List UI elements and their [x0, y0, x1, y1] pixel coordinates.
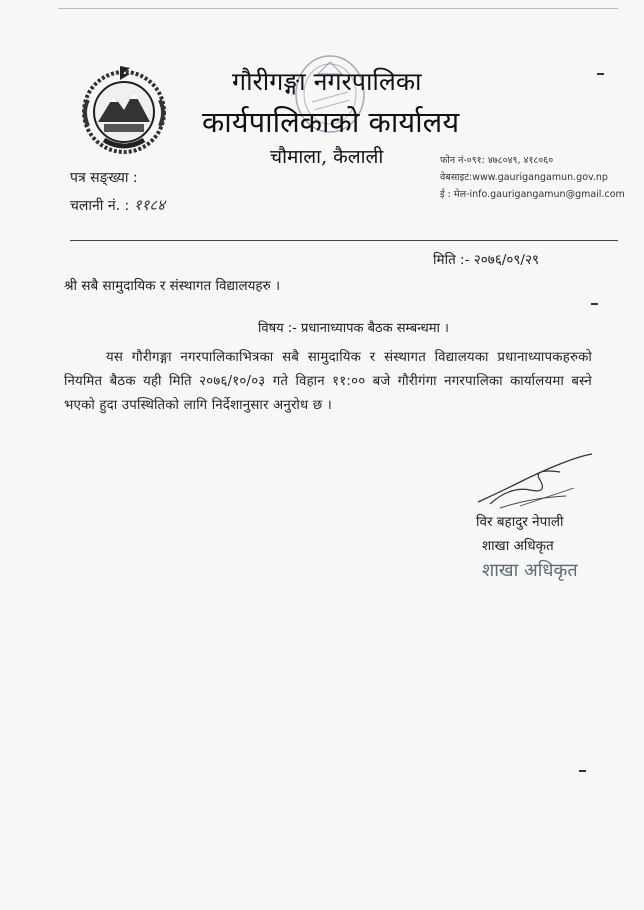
scan-mark	[591, 303, 598, 305]
dispatch-number	[70, 195, 165, 215]
signer-name: विर बहादुर नेपाली	[476, 514, 564, 530]
letter-body: यस गौरीगङ्गा नगरपालिकाभित्रका सबै सामुदायिक र संस्थागत विद्यालयका प्रधानाध्यापकहरुको नियमित बैठक यही मिति २०७६/१०/०३ गते विहान ११:०० बजे गौरीगंगा नगरपालिका कार्यालयमा बस्ने भएको हुदा उपस्थितिको लागि निर्देशानुसार अनुरोध छ ।	[64, 350, 592, 413]
dispatch-value: ११८४	[133, 196, 165, 214]
office-name: कार्यपालिकाको कार्यालय	[202, 105, 460, 139]
contact-website: वेबसाइट:www.gaurigangamun.gov.np	[440, 172, 608, 183]
contact-email: ई : मेल-info.gaurigangamun@gmail.com	[440, 189, 625, 200]
designation-seal: शाखा अधिकृत	[482, 560, 578, 581]
contact-phone: फोन नं-०९१: ४७८०४९, ४१८०६०	[440, 155, 554, 166]
nepal-emblem-icon	[74, 60, 174, 160]
top-edge-line	[58, 8, 618, 9]
signature-icon	[470, 452, 600, 512]
letter-recipient: श्री सबै सामुदायिक र संस्थागत विद्यालयहरु ।	[64, 278, 281, 294]
scan-mark	[597, 73, 604, 75]
office-location: चौमाला, कैलाली	[270, 146, 384, 168]
letter-subject: विषय :- प्रधानाध्यापक बैठक सम्बन्धमा ।	[258, 321, 449, 336]
header-divider	[70, 240, 618, 241]
municipality-name: गौरीगङ्गा नगरपालिका	[232, 67, 422, 96]
dispatch-label: चलानी नं. :	[70, 198, 130, 214]
letter-number-label: पत्र सङ्ख्या :	[70, 170, 138, 186]
letter-date: मिति :- २०७६/०९/२९	[433, 252, 540, 268]
contact-block	[440, 152, 625, 203]
scan-mark	[579, 770, 586, 772]
signer-title: शाखा अधिकृत	[482, 538, 554, 554]
